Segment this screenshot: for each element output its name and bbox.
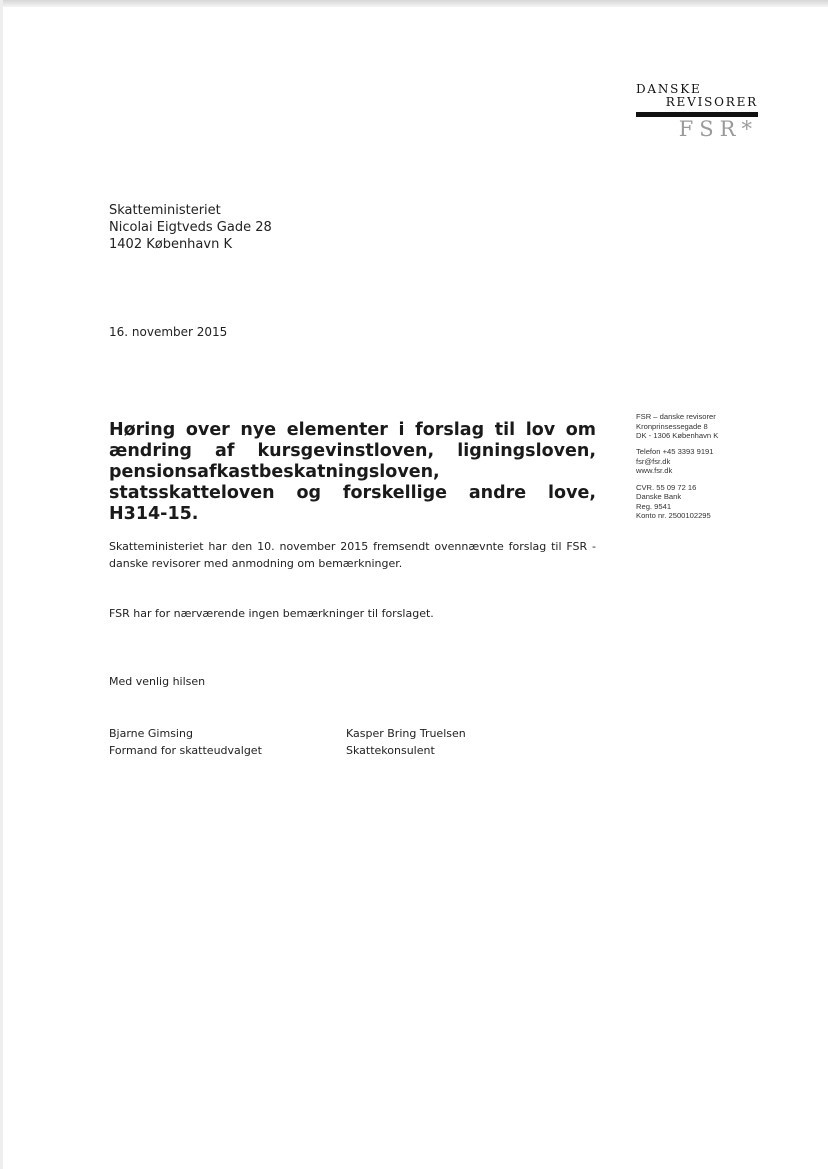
sender-web: www.fsr.dk — [636, 466, 673, 476]
letter-title: Høring over nye elementer i forslag til lov om ændring af kursgevinstloven, ligningsloven, pensionsafkastbeskatningsloven, statsskatteloven og forskellige andre love, H314-15. — [109, 420, 596, 524]
signature-role: Formand for skatteudvalget — [109, 744, 262, 757]
body-paragraph-1: Skatteministeriet har den 10. november 2015 fremsendt ovennævnte forslag til FSR - danske revisorer med anmodning om bemærkninger. — [109, 540, 596, 570]
letter-date: 16. november 2015 — [109, 325, 228, 339]
sender-account: Konto nr. 2500102295 — [636, 511, 711, 521]
recipient-city: 1402 København K — [109, 237, 232, 252]
sender-city: DK - 1306 København K — [636, 431, 719, 441]
recipient-name: Skatteministeriet — [109, 203, 221, 218]
fsr-logo — [636, 82, 758, 142]
sender-bank: Danske Bank — [636, 492, 682, 502]
sender-address-group — [636, 412, 756, 441]
sender-street: Kronprinsessegade 8 — [636, 421, 708, 431]
sender-phone: Telefon +45 3393 9191 — [636, 447, 714, 457]
sender-cvr: CVR. 55 09 72 16 — [636, 482, 697, 492]
body-paragraph-2: FSR har for nærværende ingen bemærkninger til forslaget. — [109, 607, 434, 620]
logo-line-revisorer: REVISORER — [665, 95, 758, 109]
signature-2 — [346, 725, 466, 759]
sender-reg: Reg. 9541 — [636, 501, 672, 511]
recipient-address — [109, 202, 272, 253]
signature-name: Bjarne Gimsing — [109, 727, 193, 740]
signature-name: Kasper Bring Truelsen — [346, 727, 466, 740]
signature-role: Skattekonsulent — [346, 744, 435, 757]
sender-org: FSR – danske revisorer — [636, 412, 716, 421]
sender-info — [636, 412, 756, 527]
sender-bank-group — [636, 483, 756, 521]
recipient-street: Nicolai Eigtveds Gade 28 — [109, 220, 272, 235]
logo-fsr-mark: FSR* — [678, 117, 758, 141]
signature-1 — [109, 725, 262, 759]
sender-contact-group — [636, 447, 756, 476]
closing-greeting: Med venlig hilsen — [109, 675, 206, 688]
page-left-edge — [0, 0, 3, 1169]
sender-email: fsr@fsr.dk — [636, 456, 671, 466]
logo-line-danske: DANSKE — [636, 82, 702, 96]
page-top-edge — [0, 0, 828, 7]
